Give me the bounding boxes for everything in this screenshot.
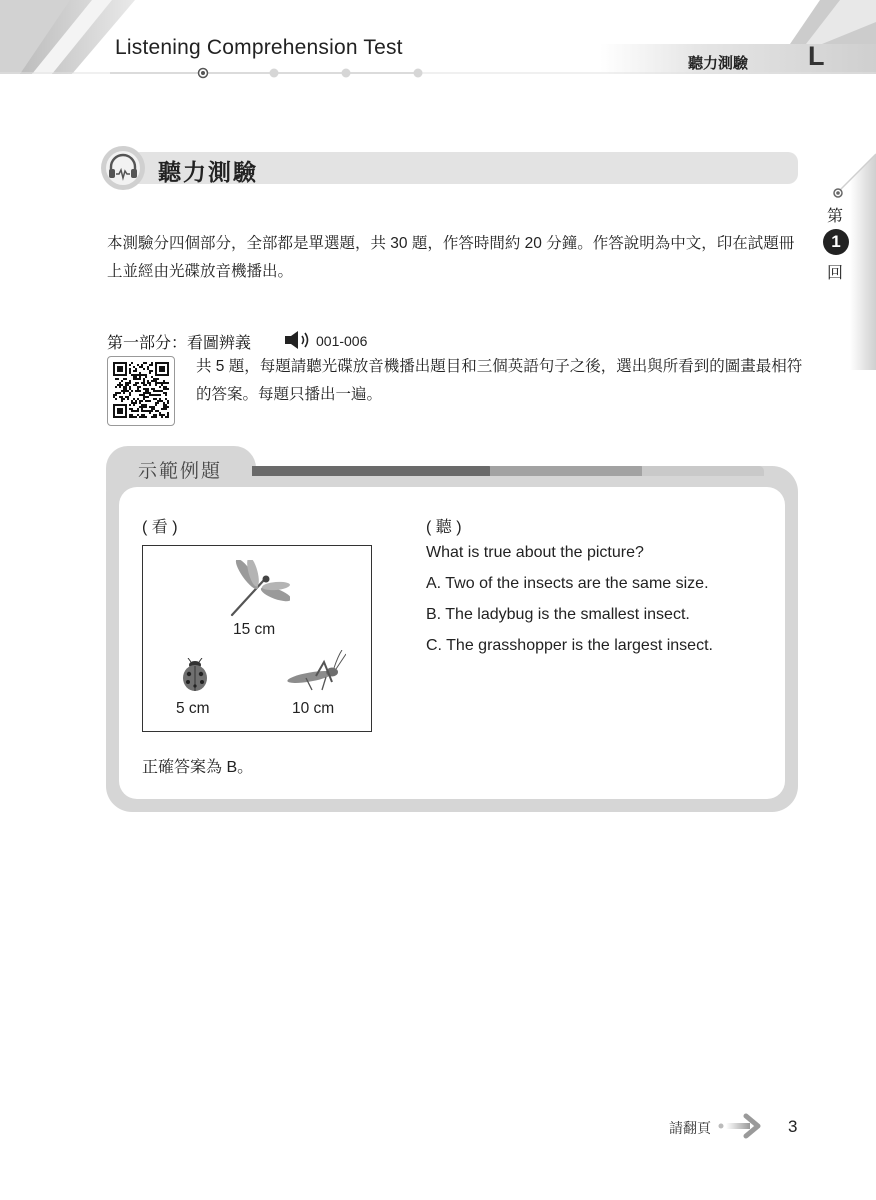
section-title: 聽力測驗 [158, 159, 258, 185]
page-number: 3 [788, 1117, 798, 1136]
round-number-badge: 1 [823, 229, 849, 255]
headphones-icon [100, 145, 146, 191]
header-section-label: 聽力測驗 [688, 55, 749, 72]
qr-code-icon [113, 362, 169, 420]
part-instructions: 共 5 題，每題請聽光碟放音機播出題目和三個英語句子之後，選出與所看到的圖畫最相符的答案。每題只播出一遍。 [196, 358, 803, 403]
answer-option-b: B. The ladybug is the smallest insect. [426, 606, 690, 623]
look-label: ( 看 ) [142, 519, 178, 536]
answer-option-c: C. The grasshopper is the largest insect. [426, 637, 713, 654]
listen-label: ( 聽 ) [426, 519, 462, 536]
part-title: 第一部分：看圖辨義 [107, 335, 252, 352]
header-letter: L [808, 41, 825, 71]
decorative-stripe [252, 466, 494, 476]
decorative-stripe [490, 466, 646, 476]
dragonfly-icon [220, 560, 290, 618]
speaker-icon [284, 330, 312, 350]
grasshopper-icon [286, 650, 346, 692]
ladybug-icon [180, 658, 210, 692]
ladybug-size-label: 5 cm [176, 700, 210, 717]
grasshopper-size-label: 10 cm [292, 700, 335, 717]
audio-track-code: 001-006 [316, 333, 368, 349]
round-label-suffix: 回 [827, 265, 844, 282]
dragonfly-size-label: 15 cm [233, 621, 276, 638]
turn-page-label: 請翻頁 [669, 1120, 711, 1136]
answer-option-a: A. Two of the insects are the same size. [426, 575, 709, 592]
round-label-prefix: 第 [827, 208, 844, 225]
header-title: Listening Comprehension Test [115, 36, 403, 59]
correct-answer: 正確答案為 B。 [142, 759, 254, 776]
test-instructions: 本測驗分四個部分，全部都是單選題，共 30 題，作答時間約 20 分鐘。作答說明為中文，印在試題冊上並經由光碟放音機播出。 [107, 235, 795, 280]
example-title: 示範例題 [138, 461, 223, 482]
arrow-right-icon [716, 1113, 762, 1139]
header-progress-dots [110, 66, 430, 80]
example-question: What is true about the picture? [426, 544, 644, 561]
decorative-stripe [642, 466, 764, 476]
